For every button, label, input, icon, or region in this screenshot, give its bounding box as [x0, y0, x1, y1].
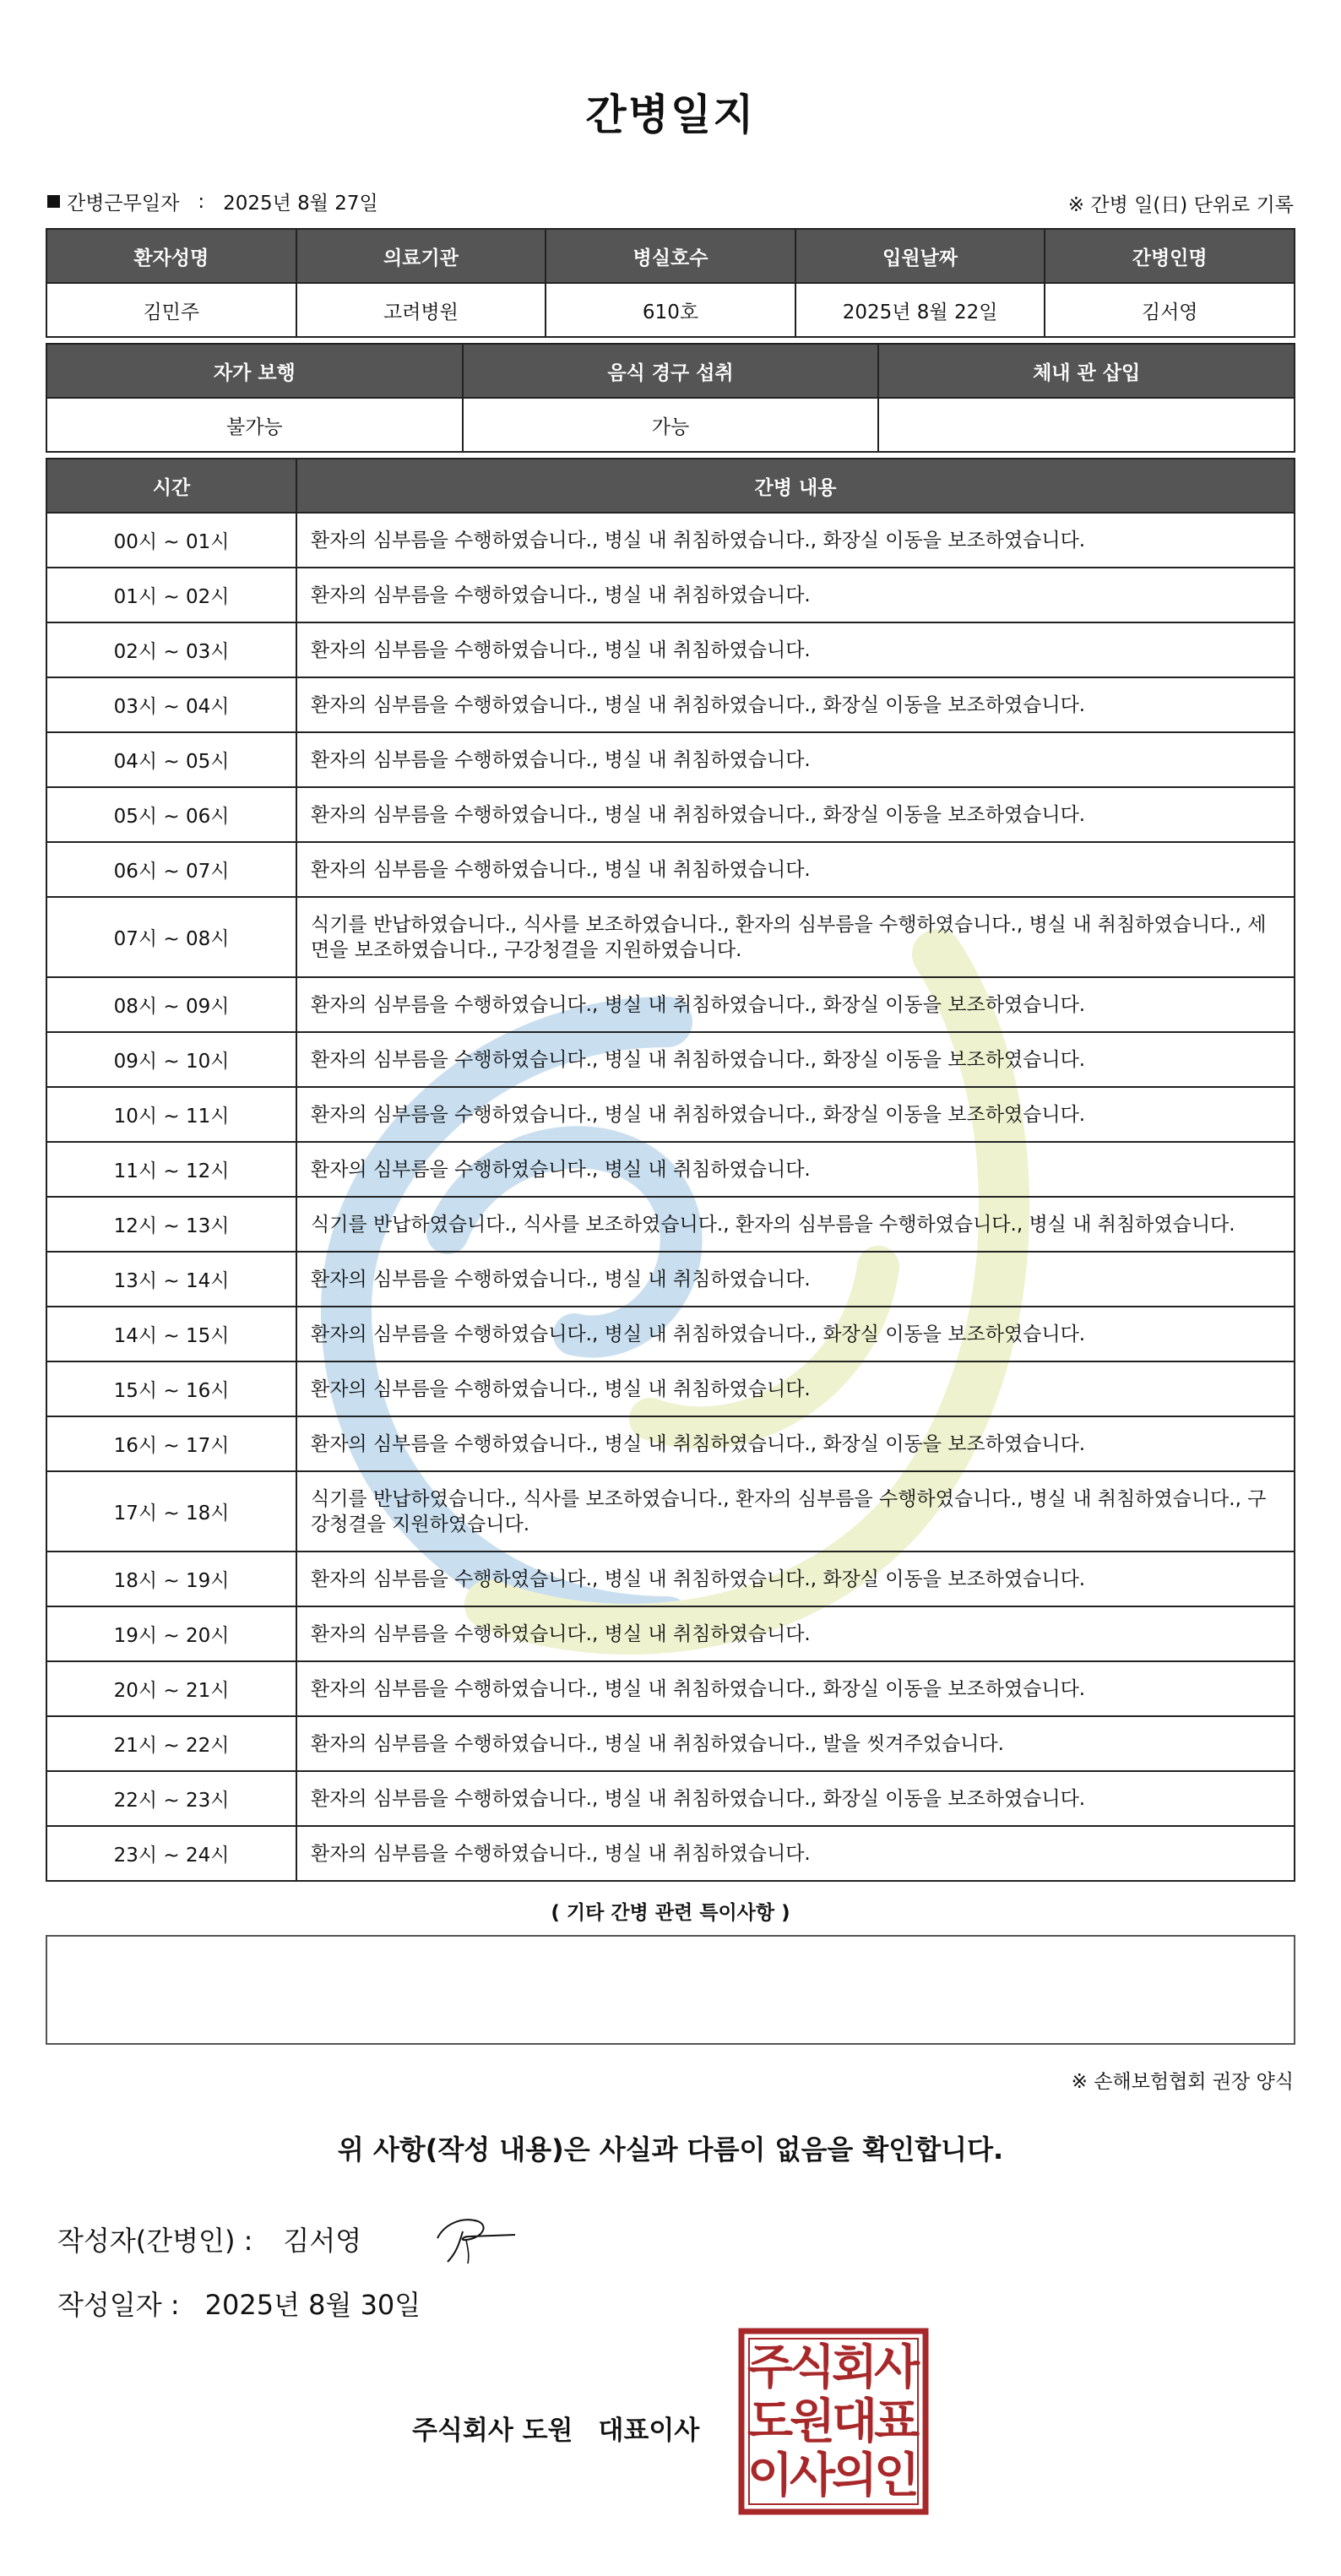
care-log-row	[46, 1307, 1295, 1361]
seal-character: 인	[873, 2448, 920, 2503]
patient-name: 김민주	[46, 283, 296, 337]
header-self-walking: 자가 보행	[46, 344, 463, 398]
care-log-row	[46, 513, 1295, 568]
care-log-content: 환자의 심부름을 수행하였습니다., 병실 내 취침하였습니다.	[296, 732, 1295, 787]
patient-info-table	[46, 228, 1295, 338]
care-log-row	[46, 1252, 1295, 1307]
header-oral-intake: 음식 경구 섭취	[463, 344, 879, 398]
care-log-row	[46, 1771, 1295, 1826]
care-log-content: 환자의 심부름을 수행하였습니다., 병실 내 취침하였습니다., 화장실 이동을 보조하였습니다.	[296, 677, 1295, 732]
care-log-content: 환자의 심부름을 수행하였습니다., 병실 내 취침하였습니다.	[296, 842, 1295, 897]
admission-date: 2025년 8월 22일	[795, 283, 1045, 337]
room-number: 610호	[546, 283, 795, 337]
written-date-value: 2025년 8월 30일	[204, 2289, 421, 2321]
care-log-row	[46, 1032, 1295, 1087]
header-tube-insertion: 체내 관 삽입	[878, 344, 1295, 398]
care-log-content: 환자의 심부름을 수행하였습니다., 병실 내 취침하였습니다.	[296, 568, 1295, 622]
seal-character: 이	[747, 2448, 794, 2503]
header-care-content: 간병 내용	[296, 459, 1295, 513]
patient-info-header-row	[46, 229, 1295, 283]
care-log-content: 환자의 심부름을 수행하였습니다., 병실 내 취침하였습니다., 화장실 이동을 보조하였습니다.	[296, 1087, 1295, 1142]
header-time: 시간	[46, 459, 296, 513]
care-log-row	[46, 897, 1295, 977]
care-log-content: 환자의 심부름을 수행하였습니다., 병실 내 취침하였습니다., 화장실 이동을 보조하였습니다.	[296, 1661, 1295, 1716]
seal-character: 도	[747, 2394, 794, 2449]
work-date-label: 간병근무일자	[67, 193, 180, 215]
care-log-time: 00시 ~ 01시	[46, 513, 296, 568]
company-name: 주식회사 도원	[412, 2416, 573, 2446]
care-log-table	[46, 458, 1295, 1882]
work-date-separator: :	[198, 190, 205, 213]
care-log-header-row	[46, 459, 1295, 513]
caregiver-name: 김서영	[1045, 283, 1295, 337]
care-log-content: 식기를 반납하였습니다., 식사를 보조하였습니다., 환자의 심부름을 수행하였습니다., 병실 내 취침하였습니다.	[296, 1197, 1295, 1252]
care-log-time: 11시 ~ 12시	[46, 1142, 296, 1197]
written-date-label: 작성일자 :	[57, 2289, 180, 2321]
page-title: 간병일지	[585, 90, 756, 139]
care-log-time: 05시 ~ 06시	[46, 787, 296, 842]
care-log-time: 17시 ~ 18시	[46, 1471, 296, 1552]
written-date-row	[57, 2284, 421, 2323]
patient-info-value-row	[46, 283, 1295, 337]
care-log-time: 21시 ~ 22시	[46, 1716, 296, 1771]
care-log-time: 03시 ~ 04시	[46, 677, 296, 732]
care-log-content: 환자의 심부름을 수행하였습니다., 병실 내 취침하였습니다., 화장실 이동을 보조하였습니다.	[296, 513, 1295, 568]
care-log-content: 식기를 반납하였습니다., 식사를 보조하였습니다., 환자의 심부름을 수행하였습니다., 병실 내 취침하였습니다., 구강청결을 지원하였습니다.	[296, 1471, 1295, 1552]
care-log-row	[46, 1361, 1295, 1416]
care-log-content: 환자의 심부름을 수행하였습니다., 병실 내 취침하였습니다.	[296, 622, 1295, 677]
care-log-content: 환자의 심부름을 수행하였습니다., 병실 내 취침하였습니다.	[296, 1606, 1295, 1661]
care-log-content: 환자의 심부름을 수행하였습니다., 병실 내 취침하였습니다., 화장실 이동을 보조하였습니다.	[296, 977, 1295, 1032]
company-role: 대표이사	[598, 2416, 700, 2446]
care-log-time: 22시 ~ 23시	[46, 1771, 296, 1826]
care-log-time: 13시 ~ 14시	[46, 1252, 296, 1307]
writer-label: 작성자(간병인) :	[57, 2225, 253, 2257]
seal-character: 회	[831, 2340, 878, 2395]
confirm-statement: 위 사항(작성 내용)은 사실과 다름이 없음을 확인합니다.	[337, 2133, 1004, 2166]
seal-character: 사	[873, 2340, 920, 2395]
tube-insertion-value	[878, 398, 1295, 452]
care-log-row	[46, 1606, 1295, 1661]
care-log-time: 15시 ~ 16시	[46, 1361, 296, 1416]
care-log-content: 환자의 심부름을 수행하였습니다., 병실 내 취침하였습니다.	[296, 1361, 1295, 1416]
company-signature	[412, 2409, 699, 2447]
care-log-row	[46, 977, 1295, 1032]
header-patient-name: 환자성명	[46, 229, 296, 283]
handwritten-signature	[422, 2206, 524, 2267]
care-log-row	[46, 1661, 1295, 1716]
recommend-note: ※ 손해보험협회 권장 양식	[1071, 2071, 1294, 2093]
care-log-content: 환자의 심부름을 수행하였습니다., 병실 내 취침하였습니다.	[296, 1826, 1295, 1881]
care-log-row	[46, 842, 1295, 897]
care-log-row	[46, 1087, 1295, 1142]
care-log-time: 01시 ~ 02시	[46, 568, 296, 622]
notes-box	[46, 1935, 1295, 2045]
care-log-content: 환자의 심부름을 수행하였습니다., 병실 내 취침하였습니다., 화장실 이동을 보조하였습니다.	[296, 1416, 1295, 1471]
care-log-content: 환자의 심부름을 수행하였습니다., 병실 내 취침하였습니다., 화장실 이동을 보조하였습니다.	[296, 1771, 1295, 1826]
care-log-row	[46, 1552, 1295, 1606]
notes-title: ( 기타 간병 관련 특이사항 )	[551, 1902, 790, 1924]
care-log-row	[46, 677, 1295, 732]
patient-condition-table	[46, 343, 1295, 453]
care-log-content: 환자의 심부름을 수행하였습니다., 병실 내 취침하였습니다., 화장실 이동을 보조하였습니다.	[296, 787, 1295, 842]
care-log-row	[46, 1826, 1295, 1881]
care-log-row	[46, 1471, 1295, 1552]
header-hospital: 의료기관	[296, 229, 546, 283]
work-date-value: 2025년 8월 27일	[223, 193, 378, 215]
care-log-row	[46, 622, 1295, 677]
care-log-time: 10시 ~ 11시	[46, 1087, 296, 1142]
care-log-content: 식기를 반납하였습니다., 식사를 보조하였습니다., 환자의 심부름을 수행하였습니다., 병실 내 취침하였습니다., 세면을 보조하였습니다., 구강청결을 지원하였습니다.	[296, 897, 1295, 977]
square-bullet-icon	[47, 195, 60, 208]
care-log-time: 19시 ~ 20시	[46, 1606, 296, 1661]
care-log-row	[46, 787, 1295, 842]
care-log-time: 08시 ~ 09시	[46, 977, 296, 1032]
header-caregiver: 간병인명	[1045, 229, 1295, 283]
care-log-content: 환자의 심부름을 수행하였습니다., 병실 내 취침하였습니다., 발을 씻겨주었습니다.	[296, 1716, 1295, 1771]
care-log-time: 18시 ~ 19시	[46, 1552, 296, 1606]
header-admission-date: 입원날짜	[795, 229, 1045, 283]
patient-condition-header-row	[46, 344, 1295, 398]
seal-character: 식	[789, 2340, 836, 2395]
care-log-row	[46, 1416, 1295, 1471]
care-log-time: 07시 ~ 08시	[46, 897, 296, 977]
care-log-content: 환자의 심부름을 수행하였습니다., 병실 내 취침하였습니다., 화장실 이동을 보조하였습니다.	[296, 1307, 1295, 1361]
seal-character: 사	[789, 2448, 836, 2503]
writer-name: 김서영	[283, 2225, 362, 2257]
seal-character: 대	[831, 2394, 878, 2449]
care-log-time: 16시 ~ 17시	[46, 1416, 296, 1471]
care-log-content: 환자의 심부름을 수행하였습니다., 병실 내 취침하였습니다., 화장실 이동을 보조하였습니다.	[296, 1552, 1295, 1606]
seal-character: 원	[789, 2394, 836, 2449]
patient-condition-value-row	[46, 398, 1295, 452]
care-log-time: 04시 ~ 05시	[46, 732, 296, 787]
company-seal-stamp	[738, 2328, 929, 2515]
seal-character: 의	[831, 2448, 878, 2503]
care-log-row	[46, 732, 1295, 787]
oral-intake-value: 가능	[463, 398, 879, 452]
seal-character: 표	[873, 2394, 920, 2449]
unit-note: ※ 간병 일(日) 단위로 기록	[1067, 194, 1294, 216]
care-log-row	[46, 1142, 1295, 1197]
care-log-time: 12시 ~ 13시	[46, 1197, 296, 1252]
care-log-content: 환자의 심부름을 수행하였습니다., 병실 내 취침하였습니다., 화장실 이동을 보조하였습니다.	[296, 1032, 1295, 1087]
care-log-row	[46, 568, 1295, 622]
care-log-time: 02시 ~ 03시	[46, 622, 296, 677]
care-log-time: 14시 ~ 15시	[46, 1307, 296, 1361]
care-log-content: 환자의 심부름을 수행하였습니다., 병실 내 취침하였습니다.	[296, 1142, 1295, 1197]
work-date-row	[47, 187, 378, 215]
care-log-time: 09시 ~ 10시	[46, 1032, 296, 1087]
writer-row	[57, 2220, 361, 2258]
self-walking-value: 불가능	[46, 398, 463, 452]
care-log-body	[46, 513, 1295, 1881]
header-room: 병실호수	[546, 229, 795, 283]
care-log-time: 23시 ~ 24시	[46, 1826, 296, 1881]
care-log-row	[46, 1716, 1295, 1771]
care-log-row	[46, 1197, 1295, 1252]
hospital-name: 고려병원	[296, 283, 546, 337]
care-log-content: 환자의 심부름을 수행하였습니다., 병실 내 취침하였습니다.	[296, 1252, 1295, 1307]
care-log-time: 20시 ~ 21시	[46, 1661, 296, 1716]
care-log-time: 06시 ~ 07시	[46, 842, 296, 897]
seal-character: 주	[747, 2340, 794, 2395]
